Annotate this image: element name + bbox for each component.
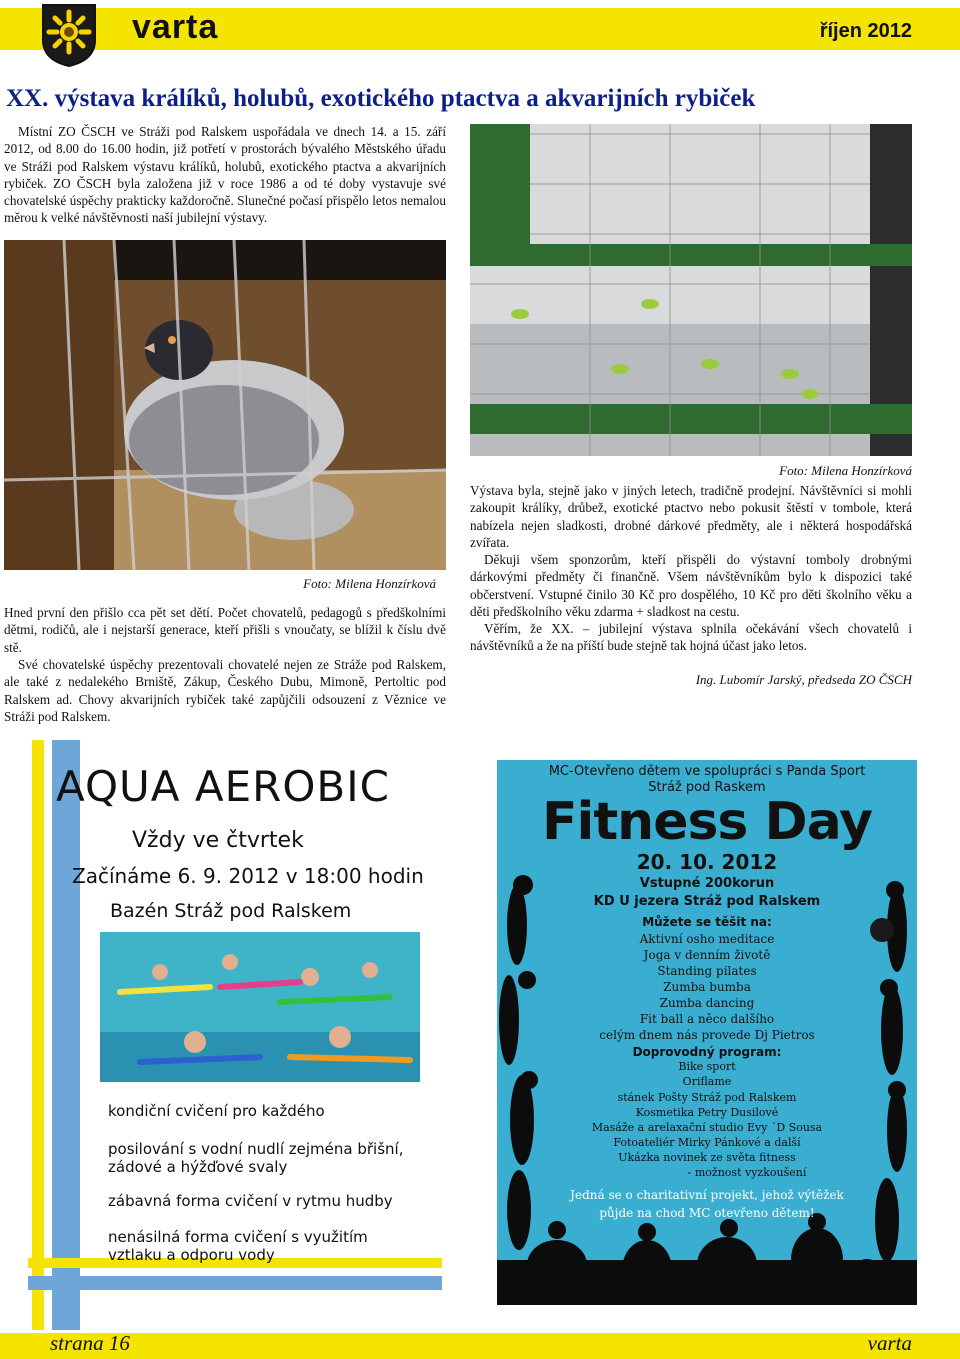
fitness-item: Fit ball a něco dalšího: [639, 1012, 775, 1026]
aqua-bullet-2b: zádové a hýžďové svaly: [108, 1158, 288, 1176]
article-intro: Místní ZO ČSCH ve Stráži pod Ralskem uspořádala ve dnech 14. a 15. září 2012, od 8.00 do 16.00 hodin, již potřetí v prostorách bývalého Městského úřadu ve Stráži pod Ralskem výstavu králíků, holubů, exotického ptactva a akvarijních rybiček. ZO ČSCH byla založena již v roce 1986 a od té doby vystavuje své chovatelské úspěchy prakticky každoročně. Slunečné počasí přispělo letos nemalou měrou k velké návštěvnosti naší jubilejní výstavy.: [4, 124, 446, 226]
fitness-item: celým dnem nás provede Dj Pietros: [599, 1028, 815, 1042]
fitness-organizer: MC-Otevřeno dětem ve spolupráci s Panda Sport: [548, 764, 866, 779]
footer-brand: varta: [867, 1331, 912, 1355]
fitness-venue: KD U jezera Stráž pod Ralskem: [593, 894, 821, 909]
fitness-item: Standing pilates: [657, 964, 757, 978]
fitness-program-item: Oriflame: [682, 1075, 732, 1088]
fitness-item: Zumba dancing: [659, 996, 755, 1010]
fitness-look-forward: Můžete se těšit na:: [642, 915, 772, 929]
fitness-program-item: Bike sport: [678, 1060, 736, 1073]
fitness-charity-1: Jedná se o charitativní projekt, jehož výtěžek: [570, 1188, 844, 1202]
aqua-day: Vždy ve čtvrtek: [132, 828, 304, 853]
fitness-program-heading: Doprovodný program:: [632, 1045, 782, 1059]
aqua-pool-photo: [100, 932, 420, 1082]
footer-bar: [0, 1333, 960, 1359]
fitness-item: Joga v denním životě: [643, 948, 771, 962]
aqua-bullet-3: zábavná forma cvičení v rytmu hudby: [108, 1192, 393, 1210]
fitness-fee: Vstupné 200korun: [639, 876, 775, 891]
fitness-program-item: Fotoateliér Mirky Pánkové a další: [613, 1136, 801, 1149]
aqua-venue: Bazén Stráž pod Ralskem: [110, 900, 352, 922]
aqua-bullet-1: kondiční cvičení pro každého: [108, 1102, 325, 1120]
fitness-program-item: Ukázka novinek ze světa fitness: [618, 1151, 796, 1164]
aqua-bullet-2a: posilování s vodní nudlí zejména břišní,: [108, 1140, 404, 1158]
aqua-title: AQUA AEROBIC: [56, 762, 390, 811]
article-right-paragraph-2: Děkuji všem sponzorům, kteří přispěli do výstavní tomboly drobnými dárkovými předměty či finančně. Všem návštěvníkům bylo k dispozici také občerstvení. Vstupné činilo 30 Kč pro dospělého, 10 Kč pro děti školního věku a děti předškolního věku zdarma + sladkost na cestu.: [470, 552, 912, 619]
article-left-paragraph-1: Hned první den přišlo cca pět set dětí. Počet chovatelů, pedagogů s předškolními dětmi, rodičů, ale i nejstarší generace, kteří přišli s vnoučaty, se blížil k číslu dvě stě.: [4, 605, 446, 655]
fitness-organizer-place: Stráž pod Raskem: [648, 780, 766, 795]
aqua-bullet-4b: vztlaku a odporu vody: [108, 1246, 275, 1264]
aqua-aerobic-poster: [22, 740, 442, 1330]
fitness-item: Aktivní osho meditace: [639, 932, 775, 946]
issue-date: říjen 2012: [819, 20, 912, 42]
bird-cages-photo: [470, 124, 912, 456]
aqua-start: Začínáme 6. 9. 2012 v 18:00 hodin: [72, 864, 424, 888]
magazine-brand: varta: [132, 8, 219, 46]
fitness-charity-2: půjde na chod MC otevřeno dětem!: [599, 1206, 815, 1220]
fitness-title: Fitness Day: [541, 792, 873, 852]
photo-caption-left: Foto: Milena Honzírková: [303, 576, 436, 591]
fitness-program-item: - možnost vyzkoušení: [687, 1166, 807, 1179]
article-title: XX. výstava králíků, holubů, exotického ptactva a akvarijních rybiček: [6, 85, 756, 112]
pigeon-photo: [4, 240, 446, 570]
fitness-program-item: stánek Pošty Stráž pod Ralskem: [617, 1091, 797, 1104]
page-number: strana 16: [50, 1331, 130, 1355]
fitness-program-item: Kosmetika Petry Dusilové: [635, 1106, 779, 1119]
fitness-item: Zumba bumba: [663, 980, 751, 994]
photo-caption-right: Foto: Milena Honzírková: [779, 463, 912, 478]
fitness-day-poster: [497, 760, 917, 1305]
article-right-paragraph-1: Výstava byla, stejně jako v jiných letech, tradičně prodejní. Návštěvníci si mohli zakoupit králíky, drůbež, exotické ptactvo nebo pokusit štěstí v tombole, která nabízela nejen sladkosti, drobné dárkové předměty, ale i některá hospodářská zvířata.: [470, 483, 912, 550]
town-crest-logo: [40, 2, 98, 68]
aqua-bullet-4a: nenásilná forma cvičení s využitím: [108, 1228, 368, 1246]
article-left-paragraph-2: Své chovatelské úspěchy prezentovali chovatelé nejen ze Stráže pod Ralskem, ale také z nedalekého Brniště, Zákup, Českého Dubu, Mimoně, Pertoltic pod Ralskem ad. Chovy akvarijních rybiček také zapůjčili odsouzení z Věznice ve Stráži pod Ralskem.: [4, 657, 446, 724]
fitness-program-item: Masáže a arelaxační studio Evy ´D Sousa: [591, 1121, 823, 1134]
article-signature: Ing. Lubomír Jarský, předseda ZO ČSCH: [695, 672, 912, 687]
article-right-paragraph-3: Věřím, že XX. – jubilejní výstava splnila očekávání všech chovatelů i návštěvníků a že na příští bude stejně tak hojná účast jako letos.: [470, 621, 912, 654]
fitness-date: 20. 10. 2012: [636, 850, 778, 874]
